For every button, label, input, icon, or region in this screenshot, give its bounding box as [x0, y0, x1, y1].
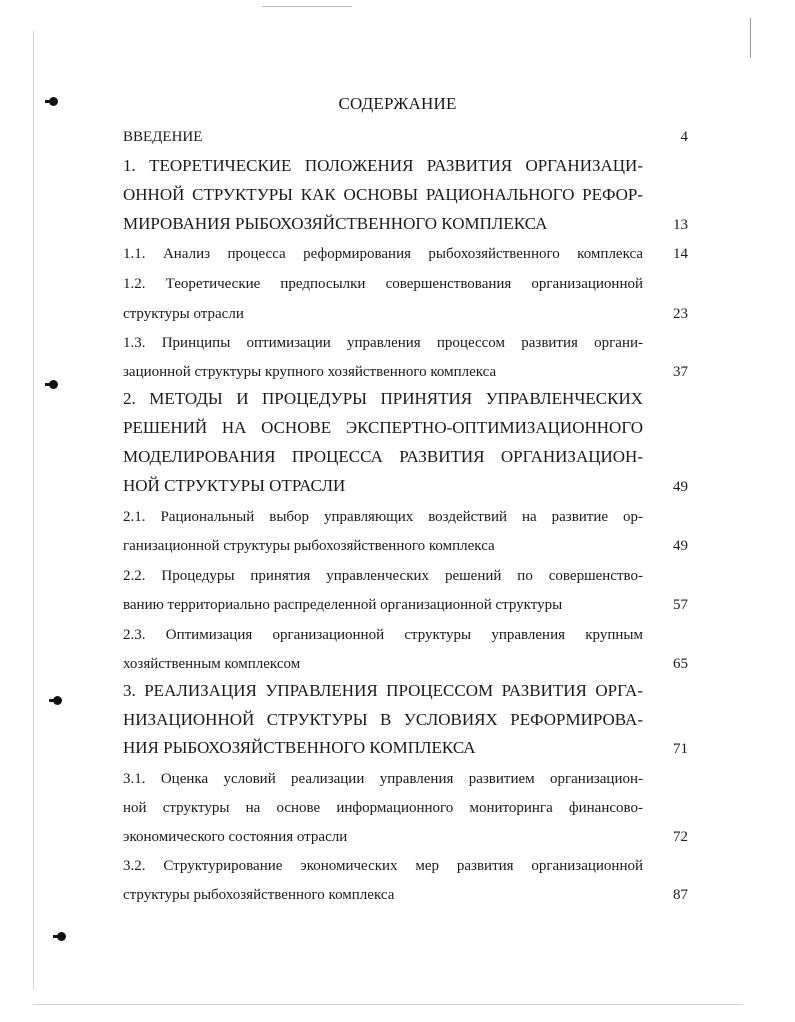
toc-page-number: 14 — [673, 246, 688, 262]
punch-hole-mark — [57, 932, 66, 941]
punch-hole-mark — [53, 696, 62, 705]
toc-entry-line: 1.3. Принципы оптимизации управления процессом развития органи- — [123, 335, 643, 351]
toc-entry-line: экономического состояния отрасли — [123, 829, 348, 845]
toc-page-number: 71 — [673, 741, 688, 757]
toc-chapter-line: НИЗАЦИОННОЙ СТРУКТУРЫ В УСЛОВИЯХ РЕФОРМИРОВА- — [123, 710, 643, 729]
toc-page-number: 37 — [673, 364, 688, 380]
toc-chapter-line: РЕШЕНИЙ НА ОСНОВЕ ЭКСПЕРТНО-ОПТИМИЗАЦИОННОГО — [123, 418, 643, 437]
toc-page-number: 87 — [673, 887, 688, 903]
scan-edge-right — [750, 18, 751, 58]
toc-page-number: 65 — [673, 656, 688, 672]
punch-hole-mark — [49, 380, 58, 389]
toc-entry-line: зационной структуры крупного хозяйственного комплекса — [123, 364, 497, 380]
toc-entry-line: 1.1. Анализ процесса реформирования рыбохозяйственного комплекса — [123, 246, 643, 262]
toc-page-number: 4 — [680, 129, 688, 145]
scan-edge-top — [262, 6, 352, 7]
toc-entry-line: 3.1. Оценка условий реализации управления развитием организацион- — [123, 771, 643, 787]
toc-page-number: 13 — [673, 217, 688, 233]
toc-chapter-line: НОЙ СТРУКТУРЫ ОТРАСЛИ — [123, 476, 346, 495]
toc-entry-line: структуры отрасли — [123, 306, 244, 322]
toc-entry-line: хозяйственным комплексом — [123, 656, 301, 672]
toc-entry-line: ВВЕДЕНИЕ — [123, 129, 203, 145]
toc-page-number: 72 — [673, 829, 688, 845]
toc-entry-line: 2.2. Процедуры принятия управленческих решений по совершенство- — [123, 568, 643, 584]
toc-entry-line: 2.3. Оптимизация организационной структуры управления крупным — [123, 627, 643, 643]
toc-chapter-line: ОННОЙ СТРУКТУРЫ КАК ОСНОВЫ РАЦИОНАЛЬНОГО РЕФОР- — [123, 185, 643, 204]
toc-chapter-line: 1. ТЕОРЕТИЧЕСКИЕ ПОЛОЖЕНИЯ РАЗВИТИЯ ОРГАНИЗАЦИ- — [123, 156, 643, 175]
toc-entry-line: ванию территориально распределенной организационной структуры — [123, 597, 563, 613]
toc-entry-line: ной структуры на основе информационного мониторинга финансово- — [123, 800, 643, 816]
toc-chapter-line: НИЯ РЫБОХОЗЯЙСТВЕННОГО КОМПЛЕКСА — [123, 738, 476, 757]
page-title: СОДЕРЖАНИЕ — [338, 94, 457, 113]
toc-entry-line: ганизационной структуры рыбохозяйственного комплекса — [123, 538, 495, 554]
toc-entry-line: структуры рыбохозяйственного комплекса — [123, 887, 395, 903]
toc-chapter-line: 3. РЕАЛИЗАЦИЯ УПРАВЛЕНИЯ ПРОЦЕССОМ РАЗВИТИЯ ОРГА- — [123, 681, 643, 700]
toc-entry-line: 3.2. Структурирование экономических мер развития организационной — [123, 858, 643, 874]
toc-page-number: 49 — [673, 538, 688, 554]
toc-page-number: 57 — [673, 597, 688, 613]
scan-edge-left — [33, 30, 34, 990]
toc-page-number: 49 — [673, 479, 688, 495]
toc-page-number: 23 — [673, 306, 688, 322]
toc-entry-line: 1.2. Теоретические предпосылки совершенствования организационной — [123, 276, 643, 292]
toc-chapter-line: 2. МЕТОДЫ И ПРОЦЕДУРЫ ПРИНЯТИЯ УПРАВЛЕНЧЕСКИХ — [123, 389, 643, 408]
scan-edge-bottom — [33, 1004, 743, 1005]
toc-chapter-line: МИРОВАНИЯ РЫБОХОЗЯЙСТВЕННОГО КОМПЛЕКСА — [123, 214, 548, 233]
toc-entry-line: 2.1. Рациональный выбор управляющих воздействий на развитие ор- — [123, 509, 643, 525]
toc-chapter-line: МОДЕЛИРОВАНИЯ ПРОЦЕССА РАЗВИТИЯ ОРГАНИЗАЦИОН- — [123, 447, 643, 466]
